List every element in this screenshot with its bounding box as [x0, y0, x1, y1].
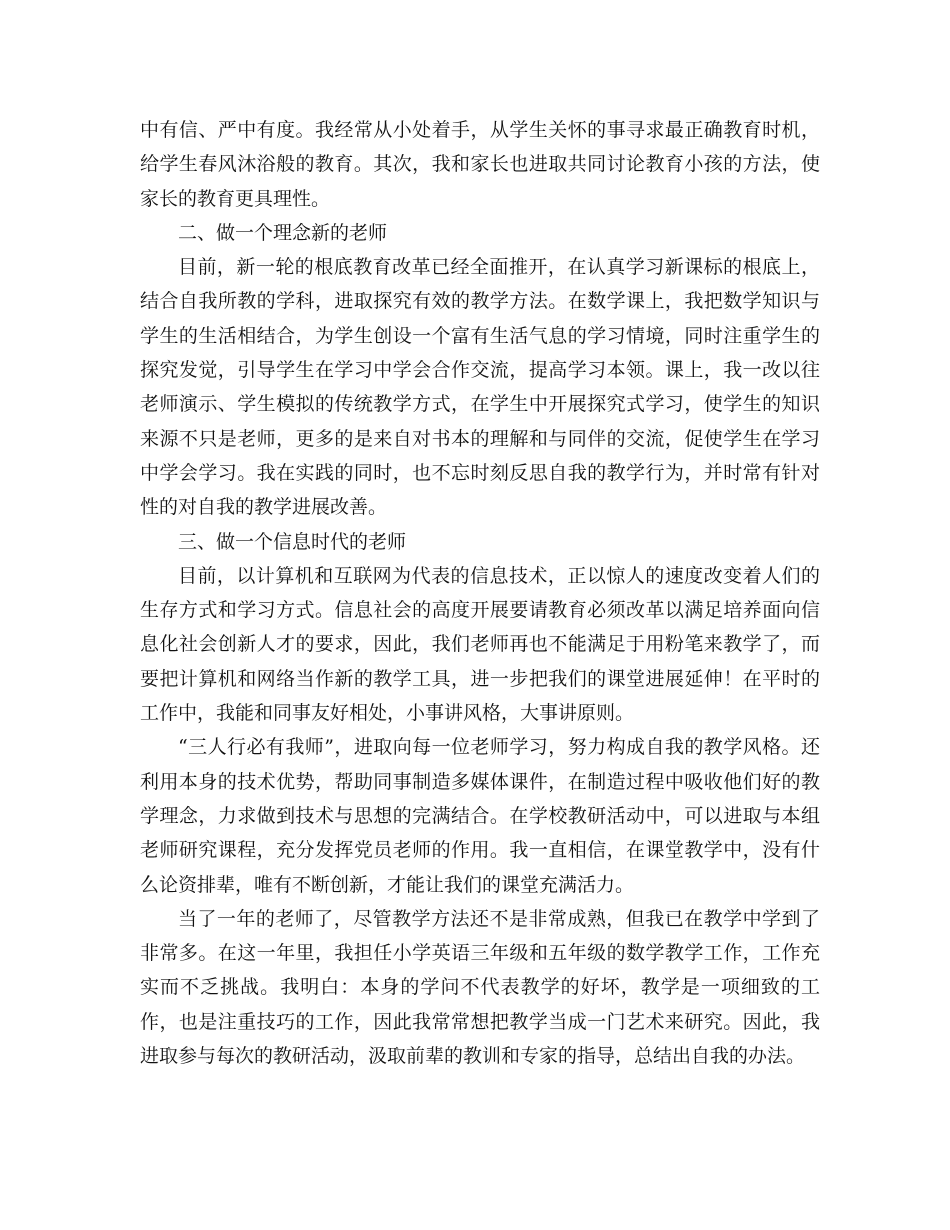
paragraph-learning-from-colleagues: “三人行必有我师”，进取向每一位老师学习，努力构成自我的教学风格。还利用本身的技术优势，帮助同事制造多媒体课件，在制造过程中吸收他们好的教学理念，力求做到技术与思想的完满结合。在学校教研活动中，可以进取与本组老师研究课程，充分发挥党员老师的作用。我一直相信，在课堂教学中，没有什么论资排辈，唯有不断创新，才能让我们的课堂充满活力。 [140, 736, 820, 896]
paragraph-one-year-summary: 当了一年的老师了，尽管教学方法还不是非常成熟，但我已在教学中学到了非常多。在这一年里，我担任小学英语三年级和五年级的数学教学工作，工作充实而不乏挑战。我明白：本身的学问不代表教学的好坏，教学是一项细致的工作，也是注重技巧的工作，因此我常常想把教学当成一门艺术来研究。因此，我进取参与每次的教研活动，汲取前辈的教训和专家的指导，总结出自我的办法。 [140, 907, 820, 1068]
paragraph-teaching-philosophy: 目前，新一轮的根底教育改革已经全面推开，在认真学习新课标的根底上，结合自我所教的学科，进取探究有效的教学方法。在数学课上，我把数学知识与学生的生活相结合，为学生创设一个富有生活气息的学习情境，同时注重学生的探究发觉，引导学生在学习中学会合作交流，提高学习本领。课上，我一改以往老师演示、学生模拟的传统教学方式，在学生中开展探究式学习，使学生的知识来源不只是老师，更多的是来自对书本的理解和与同伴的交流，促使学生在学习中学会学习。我在实践的同时，也不忘时刻反思自我的教学行为，并时常有针对性的对自我的教学进展改善。 [140, 256, 820, 519]
section-heading-2: 二、做一个理念新的老师 [178, 221, 388, 244]
paragraph-information-age: 目前，以计算机和互联网为代表的信息技术，正以惊人的速度改变着人们的生存方式和学习方式。信息社会的高度开展要请教育必须改革以满足培养面向信息化社会创新人才的要求，因此，我们老师再也不能满足于用粉笔来教学了，而要把计算机和网络当作新的教学工具，进一步把我们的课堂进展延伸！在平时的工作中，我能和同事友好相处，小事讲风格，大事讲原则。 [140, 564, 820, 725]
paragraph-continuation: 中有信、严中有度。我经常从小处着手，从学生关怀的事寻求最正确教育时机，给学生春风沐浴般的教育。其次，我和家长也进取共同讨论教育小孩的方法，使家长的教育更具理性。 [140, 119, 820, 210]
body-text [140, 113, 820, 1073]
section-heading-3: 三、做一个信息时代的老师 [178, 530, 407, 553]
